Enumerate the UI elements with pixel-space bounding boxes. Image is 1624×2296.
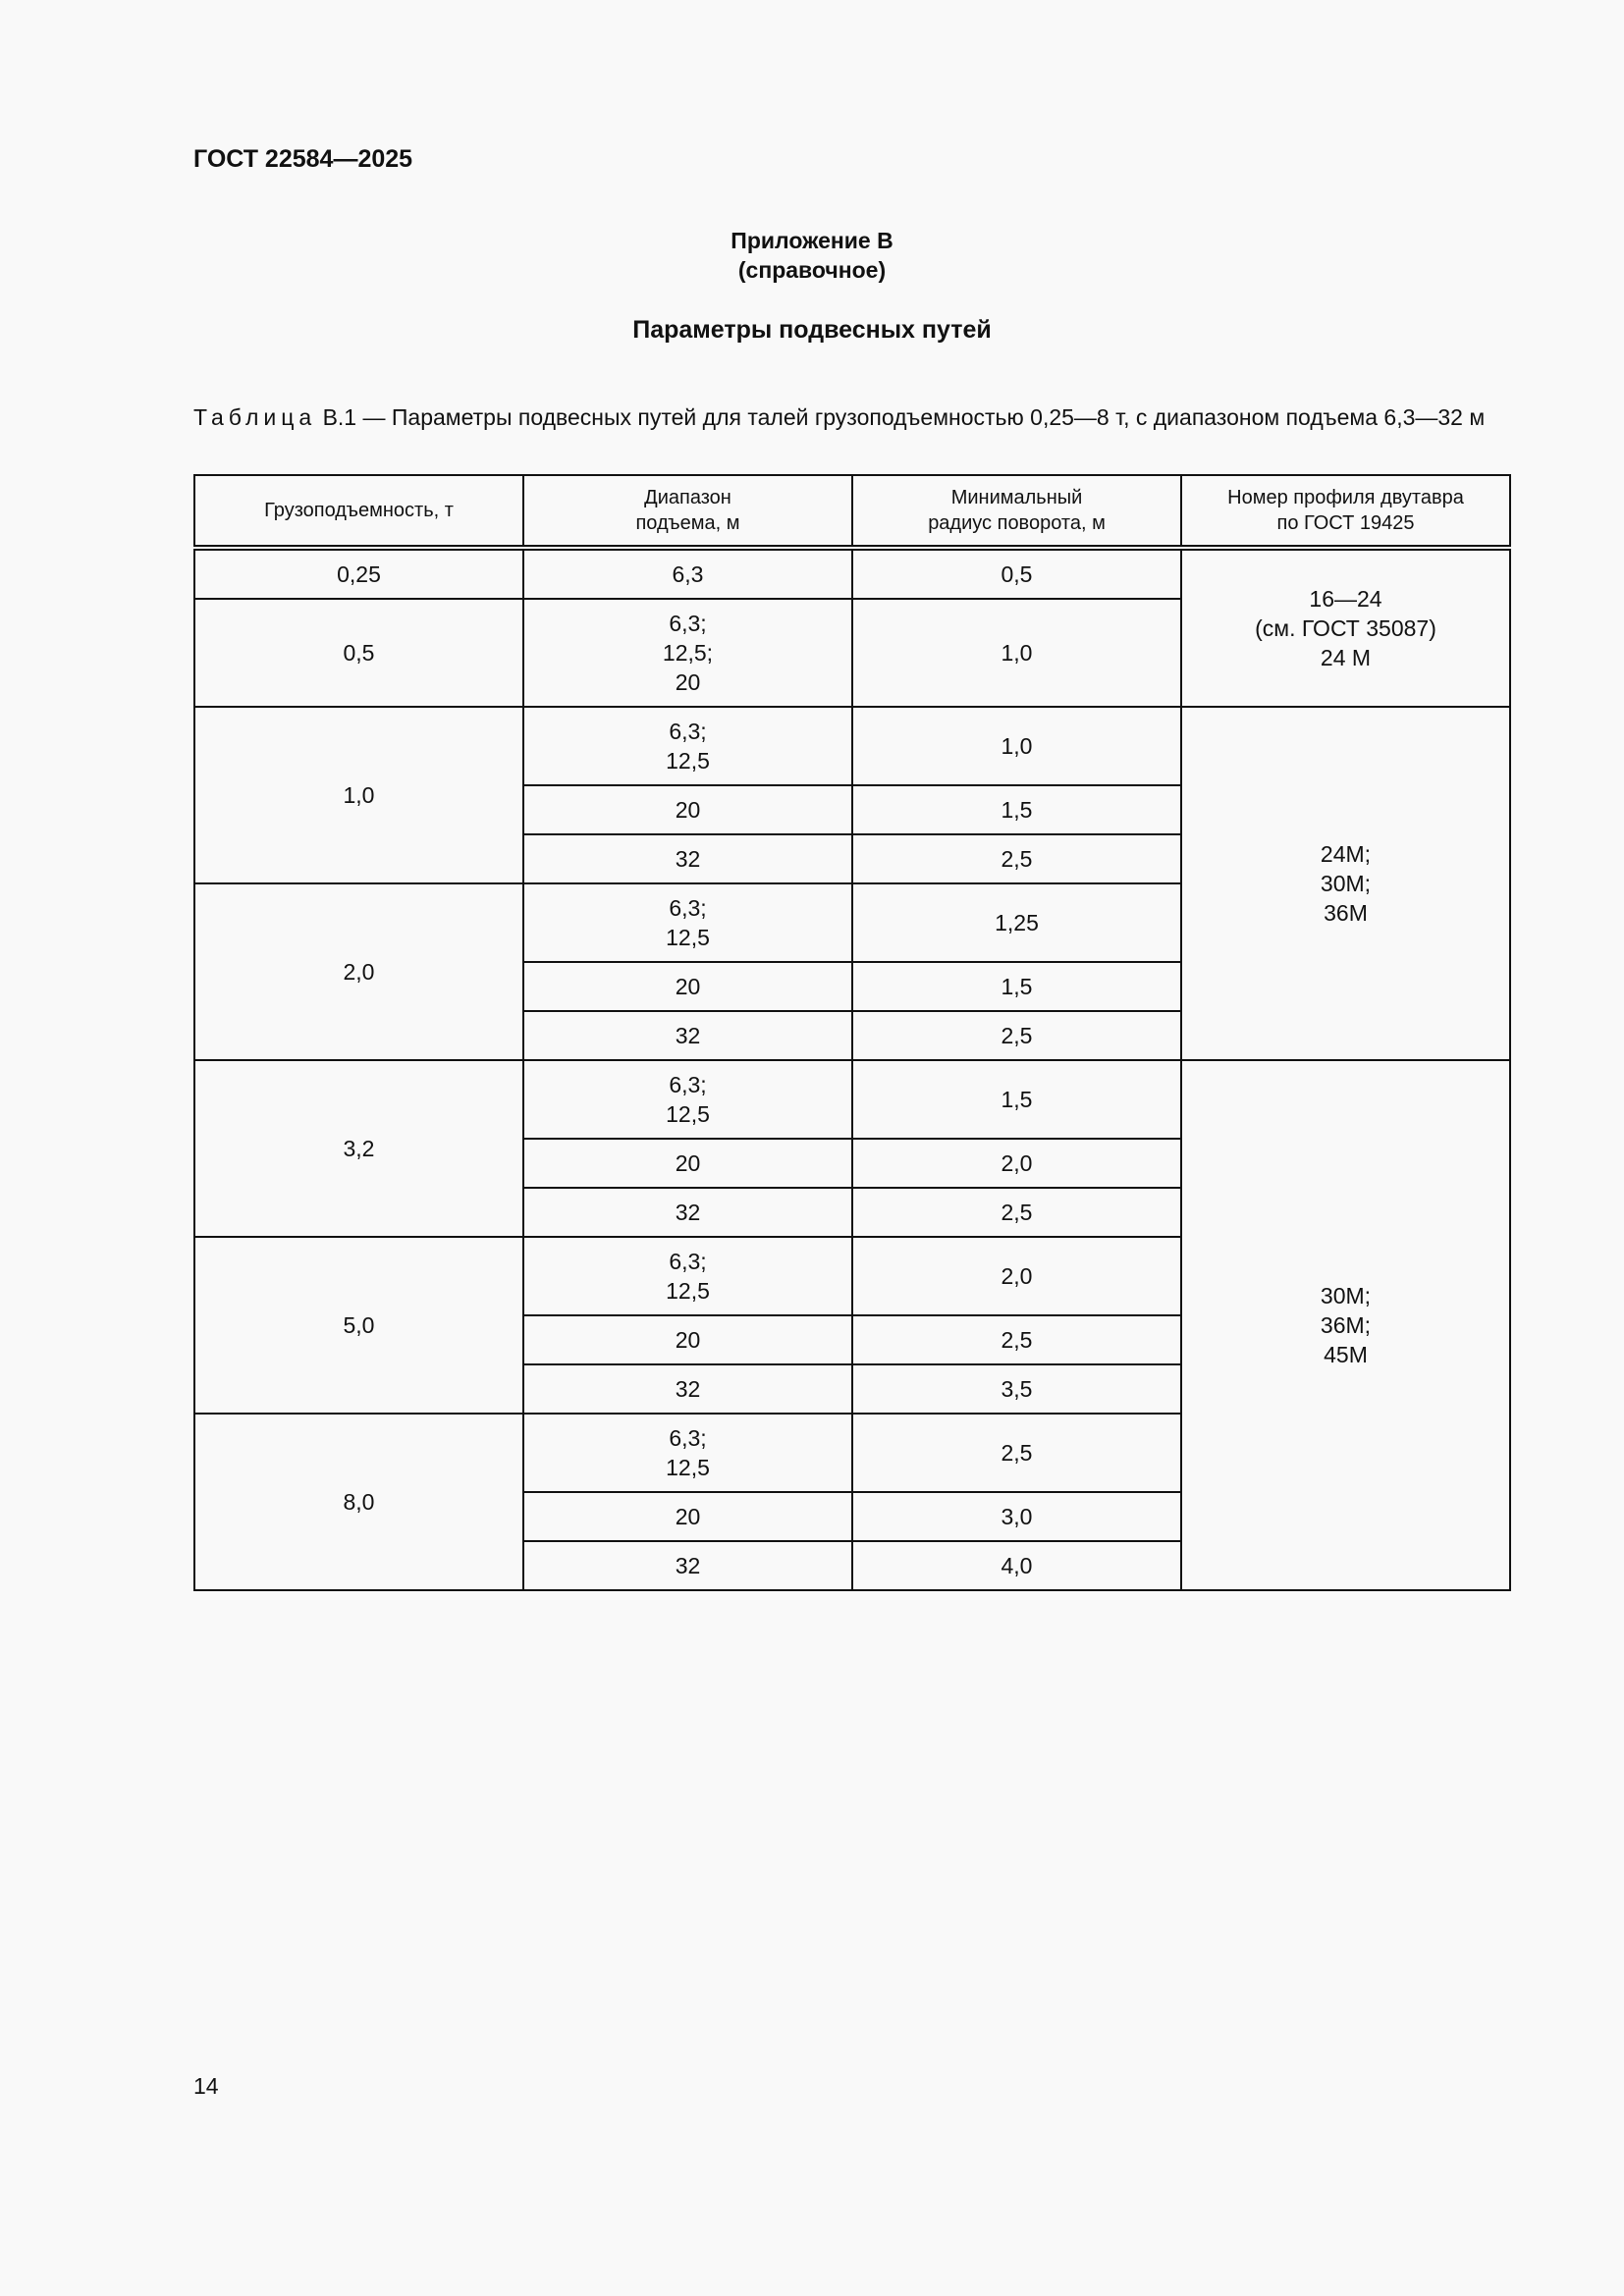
cell-text: 1,0 (1001, 640, 1033, 666)
cell-text: 2,5 (1001, 1440, 1033, 1466)
cell-text: 16—24 (см. ГОСТ 35087) 24 М (1255, 586, 1436, 670)
parameters-table-wrapper (193, 474, 1511, 1591)
header-capacity (194, 475, 523, 548)
cell-text: 3,2 (343, 1136, 375, 1161)
radius-cell (852, 1237, 1181, 1315)
cell-text: Номер профиля двутавра по ГОСТ 19425 (1227, 487, 1464, 534)
cell-text: 32 (675, 1376, 701, 1402)
cell-text: 2,5 (1001, 846, 1033, 872)
radius-cell (852, 1492, 1181, 1541)
cell-text: 6,3; 12,5 (666, 895, 710, 950)
capacity-cell (194, 599, 523, 707)
radius-cell (852, 834, 1181, 883)
lift-range-cell (523, 1060, 852, 1139)
appendix-heading (0, 226, 1624, 285)
cell-text: 6,3; 12,5 (666, 1249, 710, 1304)
document-code: ГОСТ 22584—2025 (193, 145, 413, 173)
cell-text: 2,5 (1001, 1200, 1033, 1225)
radius-cell (852, 1414, 1181, 1492)
cell-text: 20 (675, 1150, 701, 1176)
table-row (194, 1060, 1510, 1139)
radius-cell (852, 785, 1181, 834)
radius-cell (852, 883, 1181, 962)
lift-range-cell (523, 883, 852, 962)
lift-range-cell (523, 1364, 852, 1414)
cell-text: 1,25 (995, 910, 1039, 935)
cell-text: 2,0 (1001, 1263, 1033, 1289)
lift-range-cell (523, 548, 852, 599)
cell-text: Минимальный радиус поворота, м (928, 487, 1106, 534)
cell-text: 32 (675, 1023, 701, 1048)
cell-text: 6,3; 12,5 (666, 719, 710, 774)
cell-text: 1,0 (1001, 733, 1033, 759)
cell-text: 2,0 (343, 959, 375, 985)
capacity-cell (194, 1060, 523, 1237)
table-row (194, 548, 1510, 599)
header-min-radius (852, 475, 1181, 548)
header-profile-number (1181, 475, 1510, 548)
profile-cell (1181, 707, 1510, 1060)
cell-text: 2,5 (1001, 1327, 1033, 1353)
cell-text: 6,3; 12,5 (666, 1425, 710, 1480)
table-caption (193, 402, 1509, 432)
page-number: 14 (193, 2073, 219, 2099)
cell-text: 4,0 (1001, 1553, 1033, 1578)
lift-range-cell (523, 1414, 852, 1492)
lift-range-cell (523, 834, 852, 883)
radius-cell (852, 1188, 1181, 1237)
header-lift-range (523, 475, 852, 548)
profile-cell (1181, 548, 1510, 707)
cell-text: 0,5 (1001, 561, 1033, 587)
cell-text: 0,25 (337, 561, 381, 587)
profile-cell (1181, 1060, 1510, 1590)
cell-text: 32 (675, 1200, 701, 1225)
cell-text: Диапазон подъема, м (635, 487, 740, 534)
cell-text: 5,0 (343, 1312, 375, 1338)
table-row (194, 707, 1510, 785)
capacity-cell (194, 1414, 523, 1590)
cell-text: 32 (675, 846, 701, 872)
radius-cell (852, 1060, 1181, 1139)
cell-text: 6,3; 12,5 (666, 1072, 710, 1127)
lift-range-cell (523, 1188, 852, 1237)
parameters-table (193, 474, 1511, 1591)
radius-cell (852, 707, 1181, 785)
cell-text: 32 (675, 1553, 701, 1578)
capacity-cell (194, 548, 523, 599)
cell-text: 1,5 (1001, 797, 1033, 823)
radius-cell (852, 1011, 1181, 1060)
lift-range-cell (523, 785, 852, 834)
table-caption-label: Таблица (193, 404, 317, 430)
radius-cell (852, 599, 1181, 707)
cell-text: 1,5 (1001, 1087, 1033, 1112)
cell-text: 8,0 (343, 1489, 375, 1515)
cell-text: 2,0 (1001, 1150, 1033, 1176)
lift-range-cell (523, 1315, 852, 1364)
radius-cell (852, 1315, 1181, 1364)
lift-range-cell (523, 1237, 852, 1315)
appendix-kind: (справочное) (737, 257, 887, 283)
radius-cell (852, 1541, 1181, 1590)
lift-range-cell (523, 1011, 852, 1060)
capacity-cell (194, 883, 523, 1060)
cell-text: 6,3; 12,5; 20 (662, 611, 714, 695)
lift-range-cell (523, 1492, 852, 1541)
cell-text: 1,5 (1001, 974, 1033, 999)
cell-text: Грузоподъемность, т (264, 500, 454, 521)
cell-text: 24М; 30М; 36М (1320, 841, 1372, 926)
cell-text: 3,5 (1001, 1376, 1033, 1402)
capacity-cell (194, 707, 523, 883)
lift-range-cell (523, 962, 852, 1011)
cell-text: 20 (675, 1327, 701, 1353)
lift-range-cell (523, 707, 852, 785)
appendix-title: Приложение В (731, 228, 893, 253)
lift-range-cell (523, 1541, 852, 1590)
cell-text: 20 (675, 797, 701, 823)
cell-text: 2,5 (1001, 1023, 1033, 1048)
cell-text: 0,5 (343, 640, 375, 666)
cell-text: 1,0 (343, 782, 375, 808)
table-caption-text: В.1 — Параметры подвесных путей для талей грузоподъемностью 0,25—8 т, с диапазоном подъема 6,3—32 м (316, 404, 1486, 430)
radius-cell (852, 962, 1181, 1011)
lift-range-cell (523, 599, 852, 707)
radius-cell (852, 1364, 1181, 1414)
radius-cell (852, 548, 1181, 599)
cell-text: 20 (675, 1504, 701, 1529)
lift-range-cell (523, 1139, 852, 1188)
cell-text: 30М; 36М; 45М (1320, 1283, 1372, 1367)
cell-text: 6,3 (672, 561, 704, 587)
radius-cell (852, 1139, 1181, 1188)
cell-text: 20 (675, 974, 701, 999)
section-title: Параметры подвесных путей (632, 316, 992, 344)
cell-text: 3,0 (1001, 1504, 1033, 1529)
capacity-cell (194, 1237, 523, 1414)
